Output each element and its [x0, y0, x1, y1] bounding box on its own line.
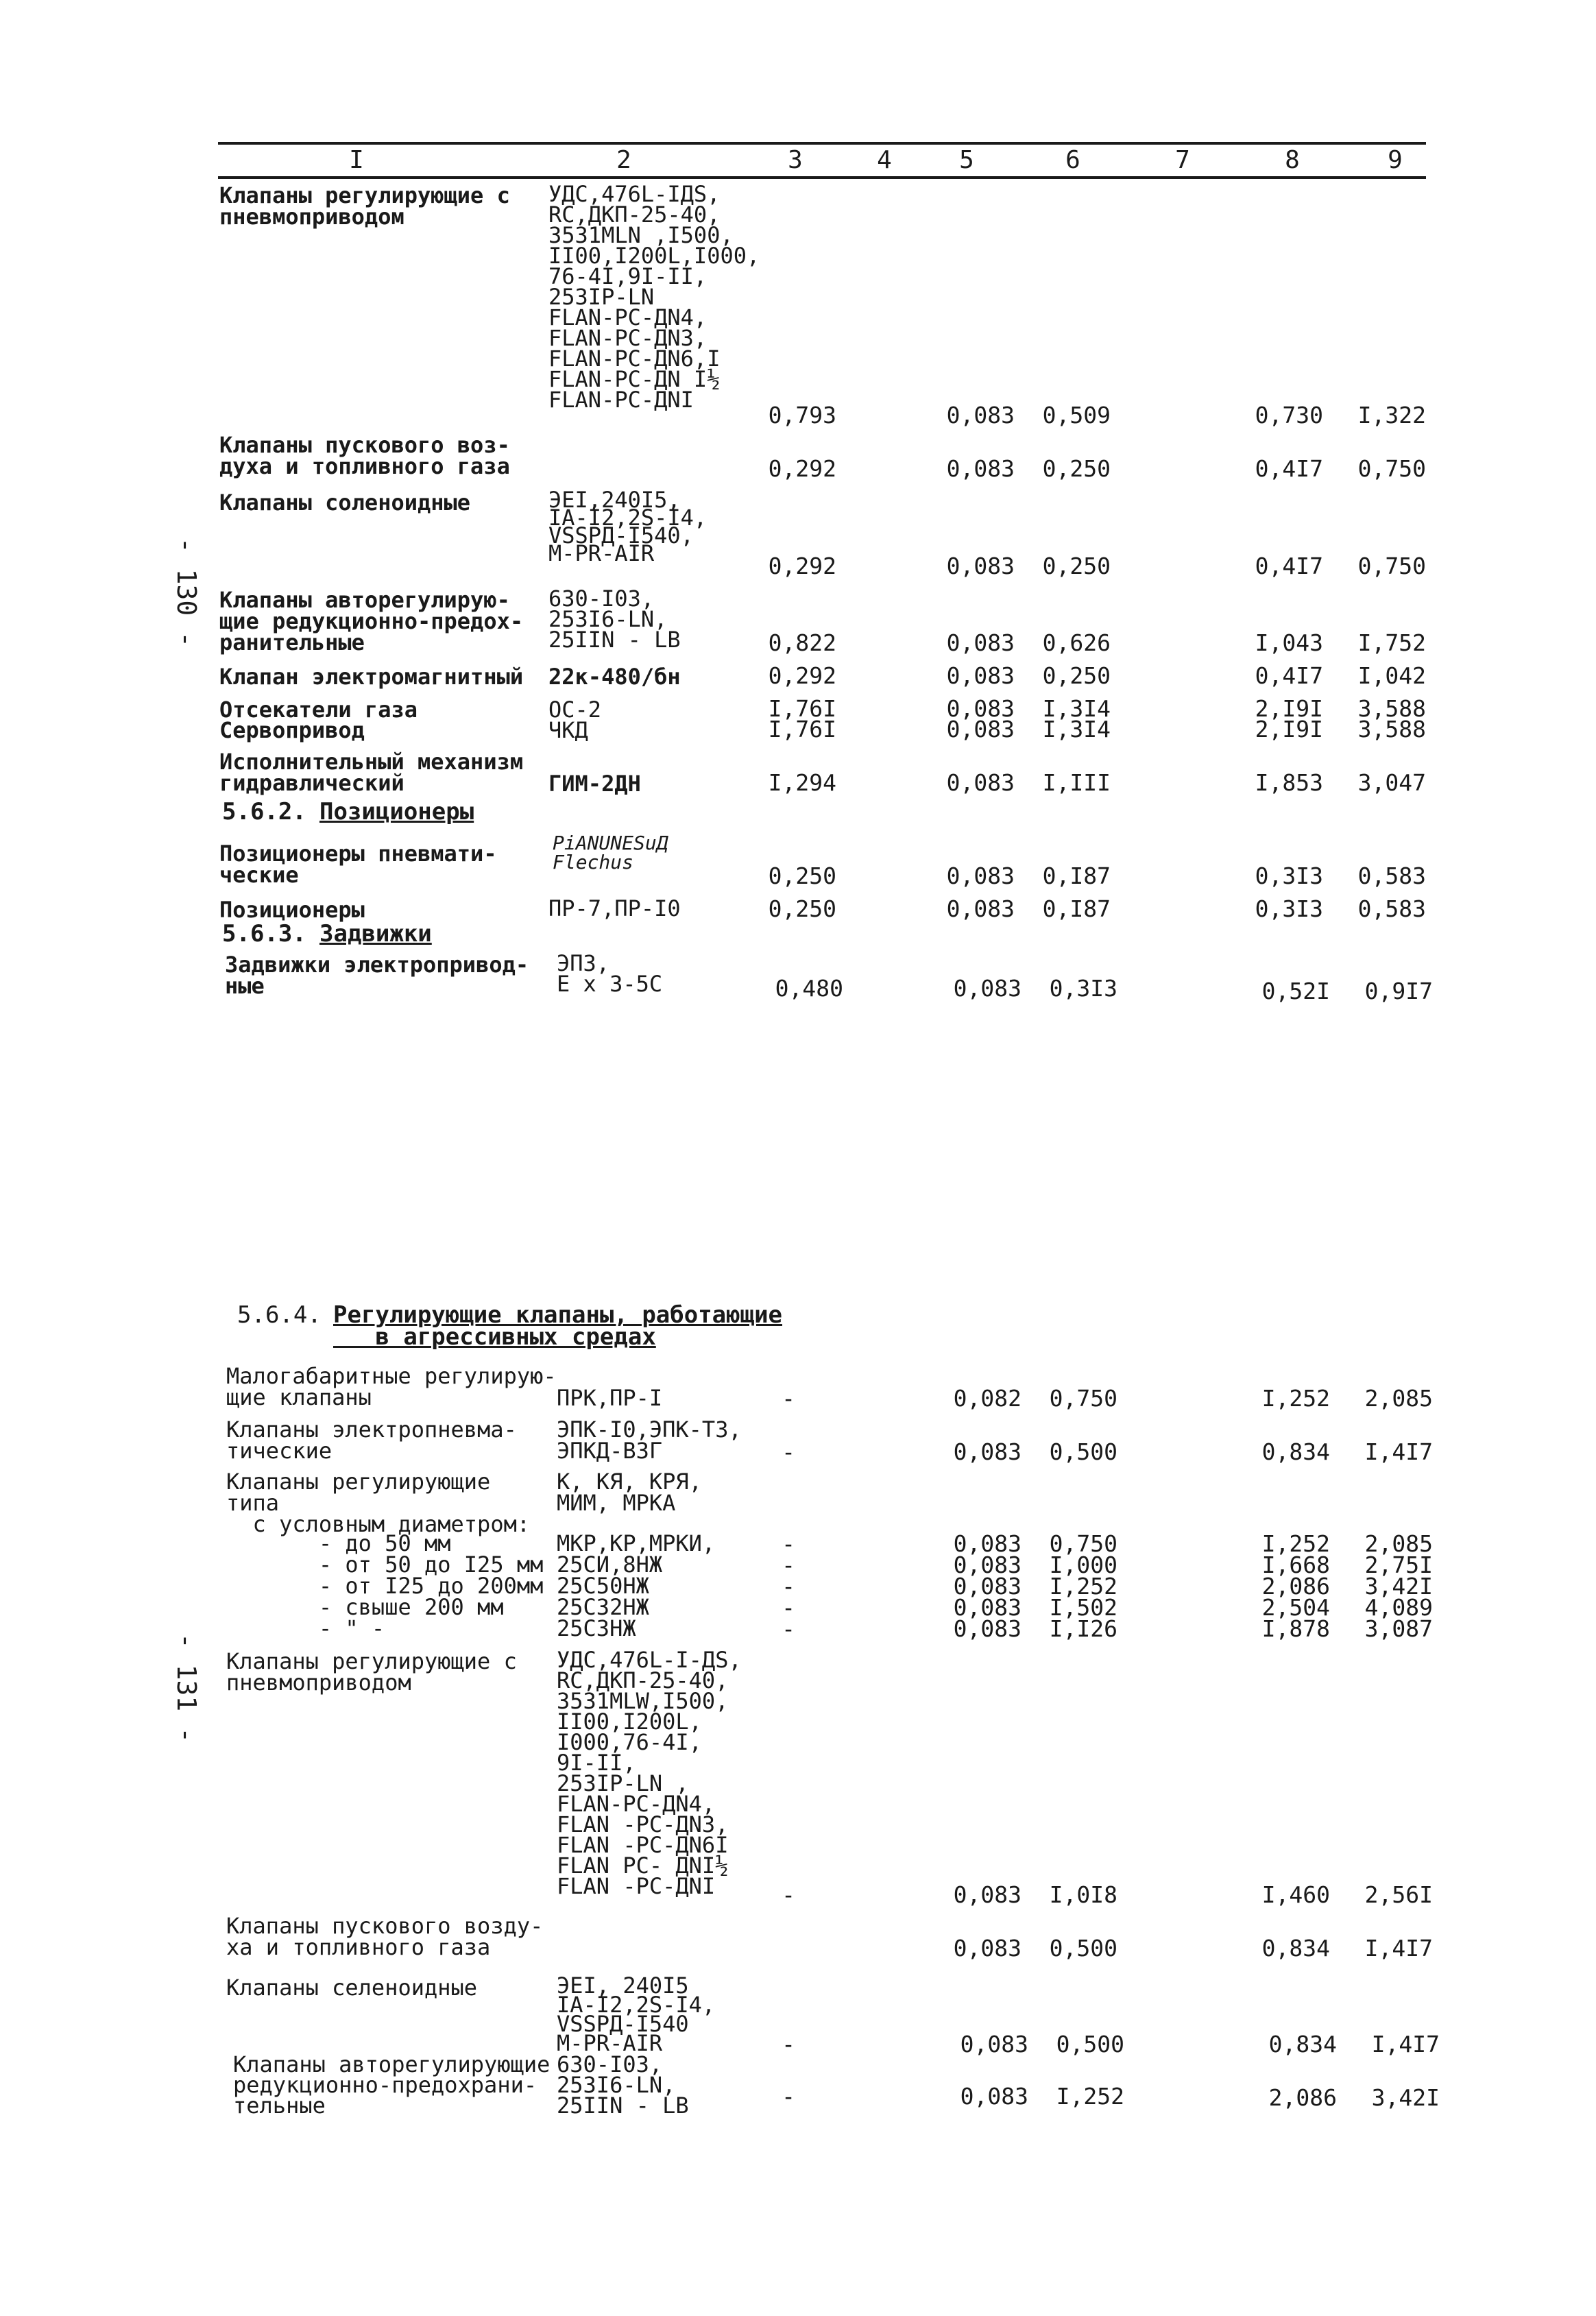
- row-col5: 0,083: [946, 553, 1015, 579]
- row-col8: 0,834: [1261, 1438, 1330, 1465]
- row-col6: 0,250: [1042, 553, 1111, 579]
- row-col8: 2,086: [1268, 2084, 1337, 2111]
- page-number-lower: - 131 -: [171, 1632, 202, 1744]
- row-col5: 0,083: [960, 2083, 1028, 2110]
- row-name: Клапаны регулирующие типа с условным диаметром:: [226, 1469, 531, 1537]
- row-col3: -: [782, 1385, 795, 1412]
- row-col6: 0,250: [1042, 455, 1111, 482]
- row-col8: 0,4I7: [1255, 455, 1323, 482]
- section-5-6-2-number: 5.6.2.: [222, 798, 306, 825]
- row-col9: I,322: [1357, 402, 1426, 429]
- row-col5: 0,083: [946, 629, 1015, 656]
- row-col9: 3,588: [1357, 695, 1426, 722]
- page-number-upper: - 130 -: [171, 537, 202, 648]
- row-col5: 0,083: [946, 895, 1015, 922]
- row-name: Клапаны пускового воз- духа и топливного газа: [219, 432, 510, 479]
- row-col5: 0,083: [953, 1881, 1021, 1908]
- row-col6: 0,500: [1049, 1438, 1117, 1465]
- header-bottom-rule: [218, 176, 1426, 179]
- section-5-6-3-title: Задвижки: [319, 920, 432, 948]
- row-type: УДС,476L-I-ДS, RC,ДКП-25-40, 3531MLW,I500, II00,I200L, I000,76-4I, 9I-II, 253IP-LN , FLAN-PC-ДN4, FLAN -PC-ДN3, FLAN -PC-ДN6I FLAN PC- ДNI½ FLAN -PC-ДNI: [557, 1647, 742, 1899]
- row-col6: 0,750: [1049, 1385, 1117, 1412]
- row-col5: 0,083: [946, 662, 1015, 689]
- row-type: ОС-2: [548, 697, 602, 723]
- row-type: ПРК,ПР-I: [557, 1385, 663, 1411]
- row-col8: I,252: [1261, 1385, 1330, 1412]
- row-type: ЧКД: [548, 717, 588, 743]
- row-col3: I,76I: [768, 695, 836, 722]
- row-name: Клапаны регулирующие с пневмоприводом: [226, 1648, 517, 1696]
- row-name: - до 50 мм - от 50 до I25 мм - от I25 до 200мм - свыше 200 мм - " -: [318, 1530, 544, 1641]
- row-type: УДС,476L-IДS, RC,ДКП-25-40, 3531MLN ,I500, II00,I200L,I000, 76-4I,9I-II, 253IP-LN FLAN-PC-ДN4, FLAN-PC-ДN3, FLAN-PC-ДN6,I FLAN-PC-ДN I½ FLAN-PC-ДNI: [548, 181, 760, 413]
- row-col6: 0,250: [1042, 662, 1111, 689]
- row-col3: -: [782, 1881, 795, 1908]
- row-col9: 2,085 2,75I 3,42I 4,089 3,087: [1364, 1530, 1433, 1642]
- col-header-8: 8: [1285, 146, 1300, 174]
- row-type: К, КЯ, КРЯ, МИМ, МРКА: [557, 1469, 702, 1516]
- row-name: Клапаны авторегулирующие редукционно-предохрани- тельные: [233, 2051, 551, 2119]
- row-col5: 0,083: [953, 1438, 1021, 1465]
- row-col3: -: [782, 2031, 795, 2058]
- row-col6: 0,I87: [1042, 863, 1111, 889]
- row-col3: 0,250: [768, 863, 836, 889]
- section-5-6-4-number: 5.6.4.: [237, 1301, 322, 1329]
- row-name: Клапаны соленоидные: [219, 490, 471, 516]
- col-header-5: 5: [959, 146, 974, 174]
- row-col3: I,76I: [768, 716, 836, 743]
- row-name: Малогабаритные регулирую- щие клапаны: [226, 1363, 557, 1410]
- row-col6: I,252: [1056, 2083, 1124, 2110]
- row-type: 630-I03, 253I6-LN, 25IIN - LB: [557, 2051, 689, 2119]
- row-col6: 0,500: [1049, 1935, 1117, 1962]
- row-col3: 0,480: [775, 975, 843, 1002]
- row-col6: 0,626: [1042, 629, 1111, 656]
- section-5-6-3-number: 5.6.3.: [222, 920, 306, 948]
- row-col8: 0,3I3: [1255, 895, 1323, 922]
- row-col9: I,4I7: [1364, 1438, 1433, 1465]
- row-col3: 0,292: [768, 455, 836, 482]
- row-col6: I,0I8: [1049, 1881, 1117, 1908]
- row-col3: 0,822: [768, 629, 836, 656]
- row-type: 630-I03, 253I6-LN, 25IIN - LB: [548, 586, 681, 653]
- row-col8: 0,834: [1261, 1935, 1330, 1962]
- row-col3: 0,793: [768, 402, 836, 429]
- row-col8: 0,52I: [1261, 978, 1330, 1004]
- col-header-1: I: [349, 146, 364, 174]
- row-type: PiANUNESuД Flechus: [553, 832, 668, 873]
- row-col9: 3,42I: [1371, 2084, 1440, 2111]
- row-col9: 3,047: [1357, 769, 1426, 796]
- row-name: Позиционеры: [219, 897, 365, 923]
- row-col8: 0,3I3: [1255, 863, 1323, 889]
- row-col9: 0,9I7: [1364, 978, 1433, 1004]
- col-header-4: 4: [877, 146, 892, 174]
- row-name: Позиционеры пневмати- ческие: [219, 841, 497, 888]
- row-col9: I,4I7: [1364, 1935, 1433, 1962]
- row-col3: I,294: [768, 769, 836, 796]
- row-col8: 2,I9I: [1255, 695, 1323, 722]
- row-col8: 0,4I7: [1255, 662, 1323, 689]
- col-header-9: 9: [1388, 146, 1403, 174]
- section-5-6-4-title: Регулирующие клапаны, работающие в агрессивных средах: [333, 1301, 783, 1351]
- row-col5: 0,083: [946, 402, 1015, 429]
- row-col9: 2,085: [1364, 1385, 1433, 1412]
- col-header-6: 6: [1065, 146, 1080, 174]
- row-col5: 0,083: [946, 769, 1015, 796]
- row-type: ГИМ-2ДН: [548, 771, 641, 797]
- header-top-rule: [218, 142, 1426, 145]
- row-type: ЭПЗ, E x 3-5C: [557, 950, 663, 997]
- row-col3: 0,292: [768, 553, 836, 579]
- row-col9: I,752: [1357, 629, 1426, 656]
- row-col5: 0,083: [946, 455, 1015, 482]
- row-type: 22к-480/бн: [548, 664, 681, 690]
- row-col5: 0,082: [953, 1385, 1021, 1412]
- row-col5: 0,083: [946, 695, 1015, 722]
- section-5-6-2-title: Позиционеры: [319, 798, 474, 825]
- row-name: Отсекатели газа: [219, 697, 418, 723]
- row-col8: I,853: [1255, 769, 1323, 796]
- row-col8: 0,730: [1255, 402, 1323, 429]
- row-type: ЭПК-I0,ЭПК-ТЗ, ЭПКД-ВЗГ: [557, 1416, 742, 1464]
- row-type: ПР-7,ПР-I0: [548, 895, 681, 921]
- row-col9: 0,583: [1357, 863, 1426, 889]
- row-type: ЭЕI,240I5, IA-I2,2S-I4, VSSРД-I540, M-PR-AIR: [548, 487, 708, 566]
- row-col3: -: [782, 2083, 795, 2110]
- row-name: Клапаны электропневма- тические: [226, 1416, 517, 1464]
- row-col8: 0,4I7: [1255, 553, 1323, 579]
- row-col9: 0,750: [1357, 455, 1426, 482]
- row-col6: I,3I4: [1042, 695, 1111, 722]
- row-col8: 0,834: [1268, 2031, 1337, 2058]
- row-col3: 0,250: [768, 895, 836, 922]
- row-col5: 0,083: [953, 1935, 1021, 1962]
- row-type: МКР,КР,МРКИ, 25СИ,8НЖ 25С50НЖ 25С32НЖ 25СЗНЖ: [557, 1530, 716, 1641]
- row-name: Клапаны пускового возду- ха и топливного газа: [226, 1913, 544, 1960]
- row-col6: 0,509: [1042, 402, 1111, 429]
- row-name: Клапан электромагнитный: [219, 664, 524, 690]
- col-header-3: 3: [788, 146, 803, 174]
- row-type: ЭЕI, 240I5 IA-I2,2S-I4, VSSРД-I540 M-PR-AIR: [557, 1973, 716, 2056]
- row-col5: 0,083: [960, 2031, 1028, 2058]
- row-col5: 0,083 0,083 0,083 0,083 0,083: [953, 1530, 1021, 1642]
- row-col5: 0,083: [946, 716, 1015, 743]
- row-col3: - - - - -: [782, 1530, 795, 1642]
- row-col9: I,4I7: [1371, 2031, 1440, 2058]
- row-name: Клапаны авторегулирую- щие редукционно-предох- ранительные: [219, 587, 524, 655]
- row-col8: I,252 I,668 2,086 2,504 I,878: [1261, 1530, 1330, 1642]
- row-col9: 0,750: [1357, 553, 1426, 579]
- row-name: Клапаны селеноидные: [226, 1975, 478, 2001]
- row-name: Задвижки электропривод- ные: [225, 952, 529, 999]
- col-header-7: 7: [1175, 146, 1190, 174]
- row-col9: 3,588: [1357, 716, 1426, 743]
- row-col6: 0,500: [1056, 2031, 1124, 2058]
- row-col9: 0,583: [1357, 895, 1426, 922]
- row-col6: I,3I4: [1042, 716, 1111, 743]
- col-header-2: 2: [616, 146, 631, 174]
- row-col6: 0,3I3: [1049, 975, 1117, 1002]
- row-col5: 0,083: [946, 863, 1015, 889]
- row-col5: 0,083: [953, 975, 1021, 1002]
- row-col8: 2,I9I: [1255, 716, 1323, 743]
- row-col6: 0,I87: [1042, 895, 1111, 922]
- row-col9: 2,56I: [1364, 1881, 1433, 1908]
- row-col9: I,042: [1357, 662, 1426, 689]
- row-col3: 0,292: [768, 662, 836, 689]
- row-name: Клапаны регулирующие с пневмоприводом: [219, 182, 510, 230]
- row-col8: I,043: [1255, 629, 1323, 656]
- row-name: Сервопривод: [219, 717, 365, 743]
- row-col3: -: [782, 1438, 795, 1465]
- row-col6: 0,750 I,000 I,252 I,502 I,I26: [1049, 1530, 1117, 1642]
- row-col8: I,460: [1261, 1881, 1330, 1908]
- row-col6: I,III: [1042, 769, 1111, 796]
- row-name: Исполнительный механизм гидравлический: [219, 749, 524, 796]
